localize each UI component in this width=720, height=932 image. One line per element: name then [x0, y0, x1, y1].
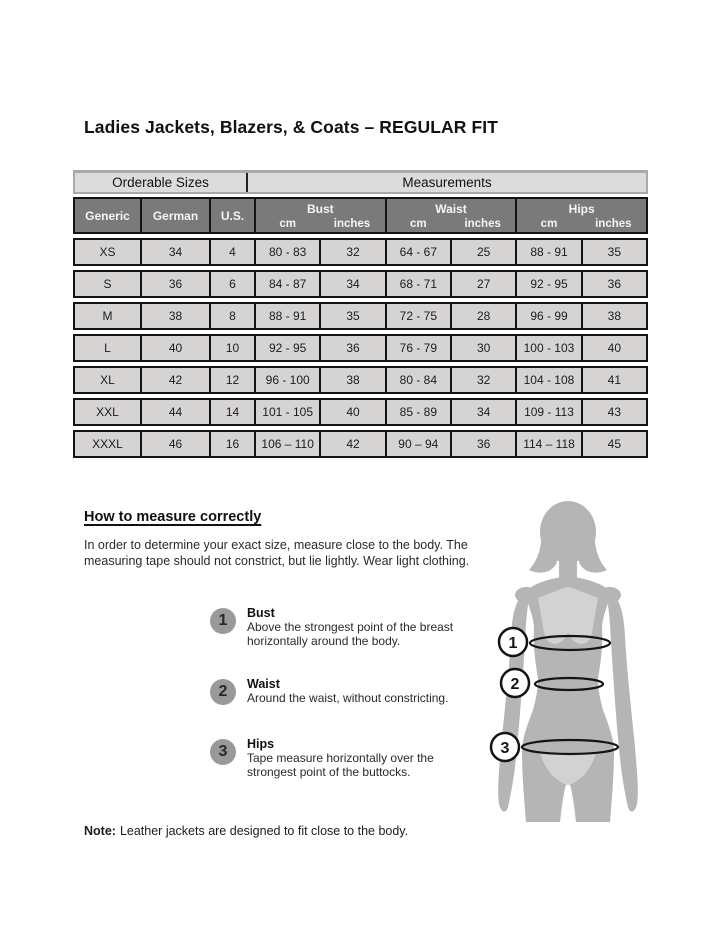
- subcolumn-hips-inches: inches: [595, 218, 632, 230]
- table-cell: L: [104, 341, 111, 355]
- table-cell: XL: [100, 373, 115, 387]
- table-cell: 8: [209, 304, 254, 328]
- table-row: [73, 430, 648, 458]
- table-cell: 12: [209, 368, 254, 392]
- table-cell: 80 - 84: [385, 368, 450, 392]
- table-cell: 80 - 83: [254, 240, 319, 264]
- table-header: [73, 197, 648, 234]
- page-title: Ladies Jackets, Blazers, & Coats – REGULAR FIT: [84, 117, 499, 137]
- table-cell: XXL: [96, 405, 119, 419]
- table-cell: 92 - 95: [254, 336, 319, 360]
- column-group-hips: Hips: [515, 199, 646, 216]
- size-table-body: [73, 234, 648, 458]
- table-cell: 114 – 118: [515, 432, 580, 456]
- table-cell: 42: [140, 368, 209, 392]
- band-measurements: Measurements: [402, 175, 492, 190]
- table-cell: 43: [581, 400, 646, 424]
- band-orderable-sizes: Orderable Sizes: [75, 173, 248, 192]
- table-cell: M: [102, 309, 113, 323]
- table-cell: 32: [450, 368, 515, 392]
- step-number-badge: 1: [210, 608, 236, 634]
- step-label: Hips: [247, 737, 275, 751]
- table-cell: 96 - 100: [254, 368, 319, 392]
- note-label: Note:: [84, 824, 116, 838]
- step-description: Tape measure horizontally over the strongest point of the buttocks.: [247, 751, 434, 780]
- table-cell: 27: [450, 272, 515, 296]
- table-cell: 90 – 94: [385, 432, 450, 456]
- table-row: [73, 398, 648, 426]
- table-cell: 64 - 67: [385, 240, 450, 264]
- measure-step-bust: [210, 606, 485, 648]
- table-cell: 36: [581, 272, 646, 296]
- table-cell: 88 - 91: [254, 304, 319, 328]
- table-cell: 30: [450, 336, 515, 360]
- table-row: [73, 334, 648, 362]
- table-cell: XS: [99, 245, 116, 259]
- table-cell: 4: [209, 240, 254, 264]
- table-cell: 25: [450, 240, 515, 264]
- table-cell: 34: [450, 400, 515, 424]
- subcolumn-bust-cm: cm: [254, 216, 319, 232]
- figure-badge-2-number: 2: [510, 676, 520, 693]
- column-group-bust: Bust: [254, 199, 385, 216]
- column-header-generic: Generic: [85, 208, 130, 223]
- table-cell: 92 - 95: [515, 272, 580, 296]
- table-cell: 6: [209, 272, 254, 296]
- step-description: Above the strongest point of the breast horizontally around the body.: [247, 620, 454, 649]
- table-cell: 32: [319, 240, 384, 264]
- table-cell: 46: [140, 432, 209, 456]
- table-cell: 42: [319, 432, 384, 456]
- subcolumn-waist-inches: inches: [464, 218, 501, 230]
- table-cell: 106 – 110: [254, 432, 319, 456]
- table-row: [73, 366, 648, 394]
- column-header-german: German: [140, 199, 209, 232]
- table-band: [73, 170, 648, 194]
- table-cell: XXXL: [92, 437, 123, 451]
- table-cell: 40: [319, 400, 384, 424]
- table-cell: 36: [450, 432, 515, 456]
- footer-note: [84, 824, 408, 838]
- note-text: Leather jackets are designed to fit close to the body.: [119, 824, 409, 838]
- subcolumn-hips-cm: cm: [515, 216, 580, 232]
- body-silhouette-illustration: [488, 492, 668, 822]
- table-cell: 28: [450, 304, 515, 328]
- step-description: Around the waist, without constricting.: [247, 691, 449, 705]
- table-cell: 38: [581, 304, 646, 328]
- table-row: [73, 302, 648, 330]
- table-cell: 101 - 105: [254, 400, 319, 424]
- subcolumn-waist-cm: cm: [385, 216, 450, 232]
- table-cell: 88 - 91: [515, 240, 580, 264]
- table-cell: 38: [319, 368, 384, 392]
- step-label: Bust: [247, 606, 275, 620]
- table-cell: 36: [319, 336, 384, 360]
- table-cell: 35: [581, 240, 646, 264]
- table-cell: 109 - 113: [515, 400, 580, 424]
- measurement-figure: [488, 492, 668, 822]
- figure-badge-1-number: 1: [508, 635, 518, 652]
- table-cell: 72 - 75: [385, 304, 450, 328]
- howto-heading: How to measure correctly: [84, 509, 262, 525]
- table-cell: 41: [581, 368, 646, 392]
- step-label: Waist: [247, 677, 280, 691]
- table-cell: 40: [140, 336, 209, 360]
- column-group-waist: Waist: [385, 199, 516, 216]
- table-cell: 34: [140, 240, 209, 264]
- table-cell: 76 - 79: [385, 336, 450, 360]
- table-cell: 45: [581, 432, 646, 456]
- table-row: [73, 270, 648, 298]
- table-cell: 38: [140, 304, 209, 328]
- howto-intro: In order to determine your exact size, measure close to the body. The measuring tape should not constrict, but lie lightly. Wear light clothing.: [84, 538, 470, 568]
- column-header-us: U.S.: [209, 199, 254, 232]
- table-cell: 68 - 71: [385, 272, 450, 296]
- table-cell: 14: [209, 400, 254, 424]
- table-cell: 96 - 99: [515, 304, 580, 328]
- table-cell: 35: [319, 304, 384, 328]
- table-cell: 85 - 89: [385, 400, 450, 424]
- table-cell: 10: [209, 336, 254, 360]
- table-cell: S: [103, 277, 112, 291]
- step-number-badge: 3: [210, 739, 236, 765]
- table-cell: 34: [319, 272, 384, 296]
- table-cell: 36: [140, 272, 209, 296]
- subcolumn-bust-inches: inches: [333, 218, 371, 230]
- figure-badge-3-number: 3: [500, 740, 510, 757]
- step-number-badge: 2: [210, 679, 236, 705]
- table-cell: 84 - 87: [254, 272, 319, 296]
- table-cell: 40: [581, 336, 646, 360]
- table-row: [73, 238, 648, 266]
- measure-step-hips: [210, 737, 485, 779]
- table-cell: 44: [140, 400, 209, 424]
- table-cell: 16: [209, 432, 254, 456]
- table-cell: 100 - 103: [515, 336, 580, 360]
- table-cell: 104 - 108: [515, 368, 580, 392]
- measure-step-waist: [210, 677, 485, 705]
